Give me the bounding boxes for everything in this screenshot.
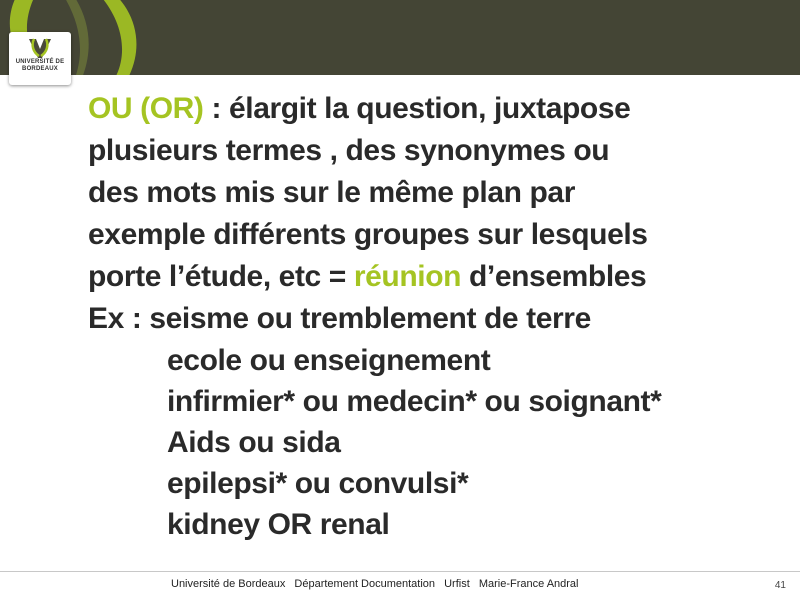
highlight-reunion: réunion <box>353 260 462 293</box>
header-bar <box>0 0 800 75</box>
page-number: 41 <box>774 580 786 591</box>
example-item: epilepsi* ou convulsi* <box>167 467 469 500</box>
title-keyword: OU (OR) <box>88 92 204 125</box>
slide-body <box>88 88 788 545</box>
example-item: kidney OR renal <box>167 508 390 541</box>
footer-unit: Urfist <box>444 578 470 590</box>
example-item: infirmier* ou medecin* ou soignant* <box>167 385 662 418</box>
footer <box>171 578 585 590</box>
line5-end: d’ensembles <box>461 260 647 293</box>
university-logo-icon <box>25 37 55 59</box>
line5-start: porte l’étude, etc = <box>88 260 354 293</box>
example-label-line: Ex : seisme ou tremblement de terre <box>88 302 591 335</box>
slide-line-1 <box>88 88 788 130</box>
slide-line-5 <box>88 256 788 298</box>
line1-rest: : élargit la question, juxtapose <box>203 92 631 125</box>
university-logo <box>9 32 71 85</box>
logo-line-1: UNIVERSITÉ DE <box>15 59 65 65</box>
footer-author: Marie-France Andral <box>478 578 579 590</box>
slide-line-4: exemple différents groupes sur lesquels <box>88 218 648 251</box>
example-item: ecole ou enseignement <box>167 344 491 377</box>
slide-line-3: des mots mis sur le même plan par <box>88 176 575 209</box>
footer-department: Département Documentation <box>294 578 436 590</box>
footer-university: Université de Bordeaux <box>171 578 286 590</box>
footer-divider <box>0 571 800 572</box>
example-list <box>88 340 788 545</box>
logo-line-2: BORDEAUX <box>22 66 58 72</box>
example-item: Aids ou sida <box>167 426 341 459</box>
slide-line-2: plusieurs termes , des synonymes ou <box>88 134 610 167</box>
